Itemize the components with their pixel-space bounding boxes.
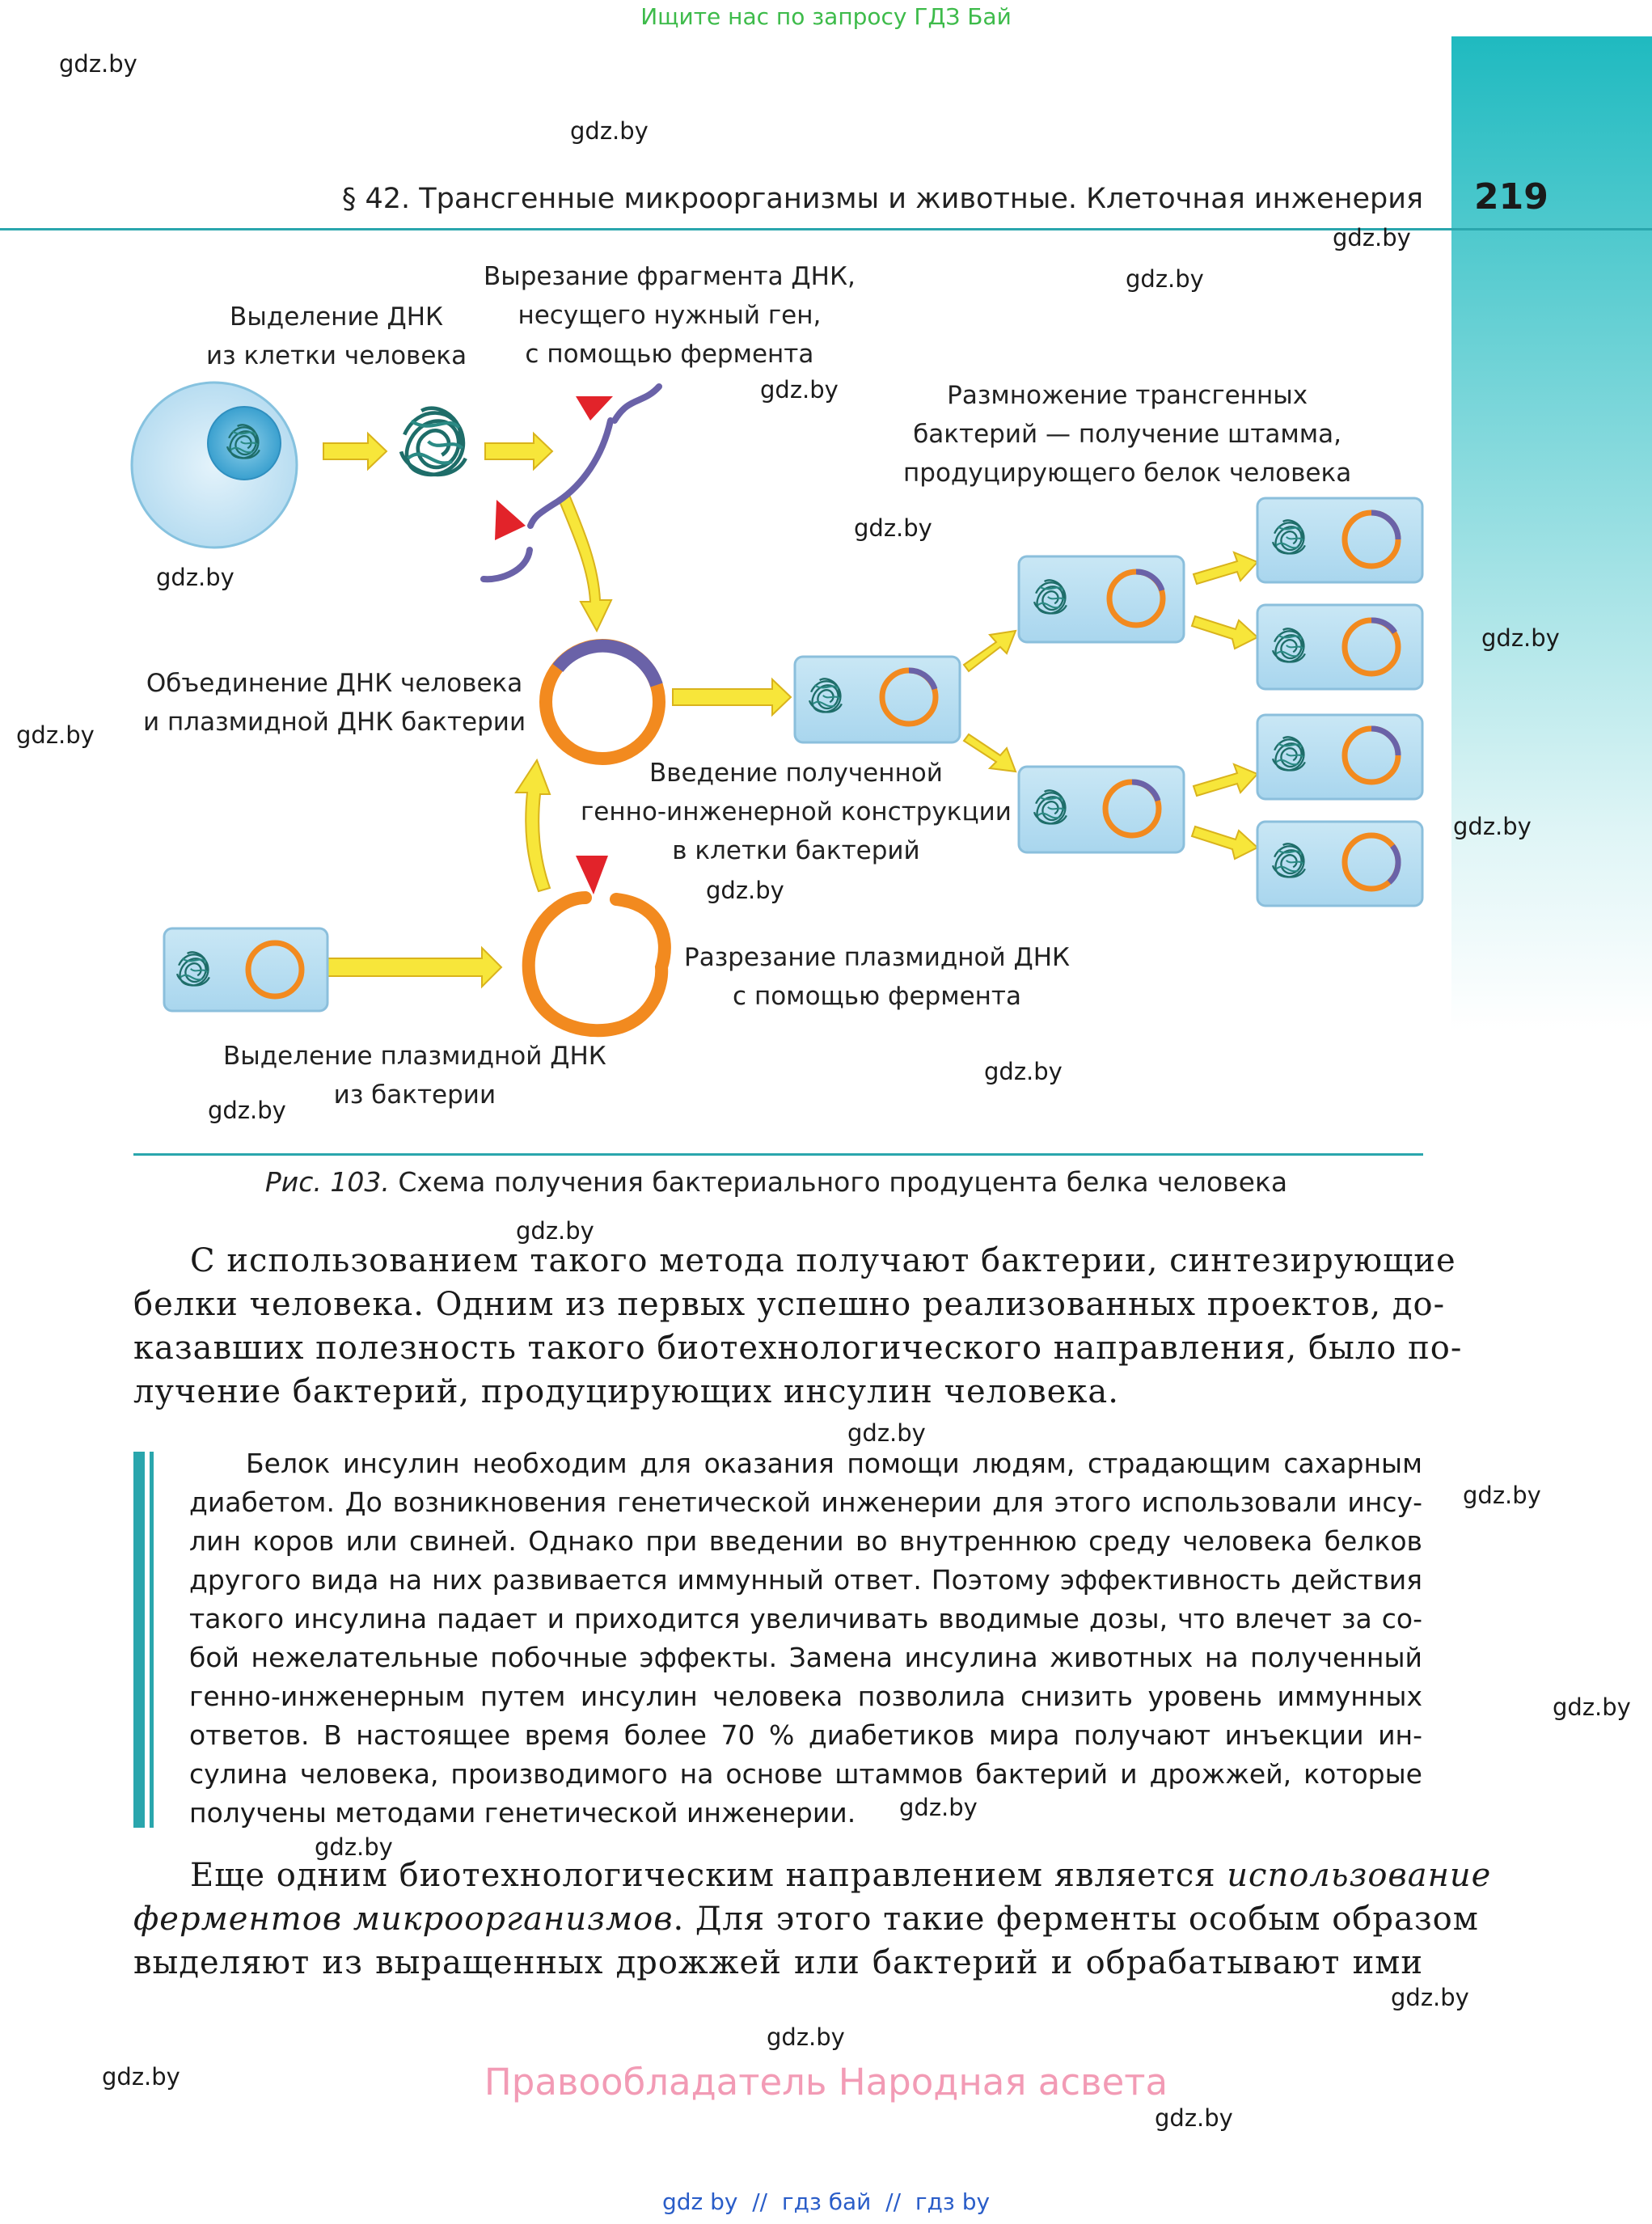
arrow-split-2a: [1194, 764, 1257, 796]
extracted-dna: [401, 408, 466, 475]
copyright: Правообладатель Народная асвета: [484, 2061, 1168, 2103]
info-box-text: [189, 1444, 1422, 1833]
arrow-dna-to-cut: [485, 433, 552, 469]
bacterium-gen3-1: [1257, 498, 1422, 582]
p2-line2-rest: . Для этого такие ферменты особым образом: [673, 1901, 1479, 1938]
watermark: gdz.by: [315, 1833, 393, 1861]
arrow-split-1a: [1194, 552, 1257, 584]
paragraph-line: выделяют из выращенных дрожжей или бактерий и обрабатывают ими: [133, 1944, 1423, 1981]
watermark: gdz.by: [847, 1419, 926, 1447]
arrow-bact-up: [964, 631, 1016, 671]
watermark: gdz.by: [706, 877, 784, 904]
info-box-line: лин коров или свиней. Однако при введении во внутреннюю среду человека белков: [189, 1525, 1422, 1557]
p2-line1-italic: использование: [1227, 1857, 1492, 1894]
info-box-line: ответов. В настоящее время более 70 % диабетиков мира получают инъекции ин-: [189, 1719, 1422, 1751]
label-plasmid-isolation: Выделение плазмидной ДНК из бактерии: [223, 1042, 606, 1110]
recombinant-plasmid: [546, 645, 659, 759]
watermark: gdz.by: [1333, 224, 1411, 252]
p2-line2-italic: ферментов микроорганизмов: [133, 1901, 674, 1938]
paragraph-line: лучение бактерий, продуцирующих инсулин человека.: [133, 1373, 1119, 1410]
watermark: gdz.by: [854, 514, 932, 542]
watermark: gdz.by: [984, 1058, 1063, 1085]
enzyme-triangle-mid: [495, 500, 526, 540]
info-box-line: такого инсулина падает и приходится увеличивать вводимые дозы, что влечет за со-: [189, 1603, 1422, 1634]
label-reproduction: Размножение трансгенных бактерий — получение штамма, продуцирующего белок человека: [903, 381, 1352, 488]
watermark: gdz.by: [760, 376, 839, 404]
watermark: gdz.by: [59, 50, 137, 78]
bacterium-gen2-bottom: [1019, 767, 1184, 852]
arrow-up-to-joining: [516, 760, 550, 891]
label-joining: Объединение ДНК человека и плазмидной ДНК бактерии: [143, 669, 526, 737]
arrow-split-2b: [1192, 827, 1257, 859]
info-box-line: диабетом. До возникновения генетической инженерии для этого использовали инсу-: [189, 1486, 1422, 1518]
info-box-line: сулина человека, производимого на основе штаммов бактерий и дрожжей, которые: [189, 1758, 1422, 1790]
paragraph-line: С использованием такого метода получают бактерии, синтезирующие: [190, 1242, 1456, 1279]
footer-links[interactable]: gdz by // гдз бай // гдз by: [661, 2188, 991, 2215]
watermark: gdz.by: [1126, 265, 1204, 293]
info-box-bar-thick: [133, 1452, 145, 1828]
watermark: gdz.by: [767, 2023, 845, 2051]
figure-rule: [133, 1153, 1423, 1156]
figure-caption: [0, 1166, 1553, 1198]
cut-plasmid: [529, 898, 665, 1030]
paragraph-line: казавших полезность такого биотехнологического направления, было по-: [133, 1330, 1463, 1367]
enzyme-triangle-top: [576, 396, 613, 421]
watermark: gdz.by: [16, 721, 95, 749]
watermark: gdz.by: [1481, 624, 1560, 652]
top-banner[interactable]: Ищите нас по запросу ГДЗ Бай: [640, 3, 1012, 30]
info-box-line: другого вида на них развивается иммунный ответ. Поэтому эффективность действия: [189, 1564, 1422, 1596]
watermark: gdz.by: [516, 1217, 594, 1245]
info-box-bar-thin: [150, 1452, 154, 1828]
arrow-plasmid-to-bacterium: [673, 679, 791, 715]
label-dna-isolation: Выделение ДНК из клетки человека: [206, 302, 467, 370]
figure-number: Рис. 103.: [264, 1166, 390, 1198]
watermark: gdz.by: [102, 2063, 180, 2091]
paragraph-line: белки человека. Одним из первых успешно реализованных проектов, до-: [133, 1286, 1446, 1323]
arrow-cell-to-dna: [323, 433, 387, 469]
bacterium-gen3-3: [1257, 715, 1422, 799]
info-box-line: бой нежелательные побочные эффекты. Замена инсулина животных на полученный: [189, 1642, 1422, 1673]
figure-caption-text: Схема получения бактериального продуцента белка человека: [398, 1166, 1288, 1198]
header-title: § 42. Трансгенные микроорганизмы и животные. Клеточная инженерия: [341, 183, 1423, 215]
watermark: gdz.by: [208, 1097, 286, 1124]
paragraph-2: [133, 1854, 1492, 1985]
label-cutting-fragment: Вырезание фрагмента ДНК, несущего нужный ген, с помощью фермента: [484, 262, 856, 369]
page-number: 219: [1474, 176, 1548, 218]
paragraph-line: [133, 1897, 1479, 1941]
p2-line1-start: Еще одним биотехнологическим направлением является: [190, 1857, 1227, 1894]
dna-strand: [484, 387, 659, 579]
source-bacterium: [164, 928, 327, 1011]
watermark: gdz.by: [1453, 813, 1532, 840]
arrow-down-to-plasmid: [560, 495, 611, 631]
bacterium-gen2-top: [1019, 556, 1184, 642]
human-cell: [132, 383, 297, 548]
watermark: gdz.by: [570, 117, 649, 145]
label-cutting-plasmid: Разрезание плазмидной ДНК с помощью фермента: [684, 943, 1071, 1011]
watermark: gdz.by: [1553, 1693, 1631, 1721]
info-box-line: получены методами генетической инженерии.: [189, 1797, 856, 1829]
bacterium-gen3-2: [1257, 605, 1422, 689]
transformed-bacterium: [795, 657, 960, 742]
info-box-line: Белок инсулин необходим для оказания помощи людям, страдающим сахарным: [246, 1448, 1422, 1479]
info-box-line: генно-инженерным путем инсулин человека позволила снизить уровень иммунных: [189, 1681, 1422, 1712]
arrow-bacterium-to-cut-plasmid: [321, 948, 501, 987]
arrow-split-1b: [1192, 616, 1257, 649]
watermark: gdz.by: [1463, 1482, 1541, 1509]
label-introduction: Введение полученной генно-инженерной конструкции в клетки бактерий: [581, 759, 1012, 865]
bacterium-gen3-4: [1257, 822, 1422, 906]
watermark: gdz.by: [1155, 2104, 1233, 2132]
watermark: gdz.by: [1391, 1984, 1469, 2011]
watermark: gdz.by: [156, 564, 234, 591]
watermark: gdz.by: [899, 1794, 978, 1821]
paragraph-1: [133, 1239, 1463, 1414]
